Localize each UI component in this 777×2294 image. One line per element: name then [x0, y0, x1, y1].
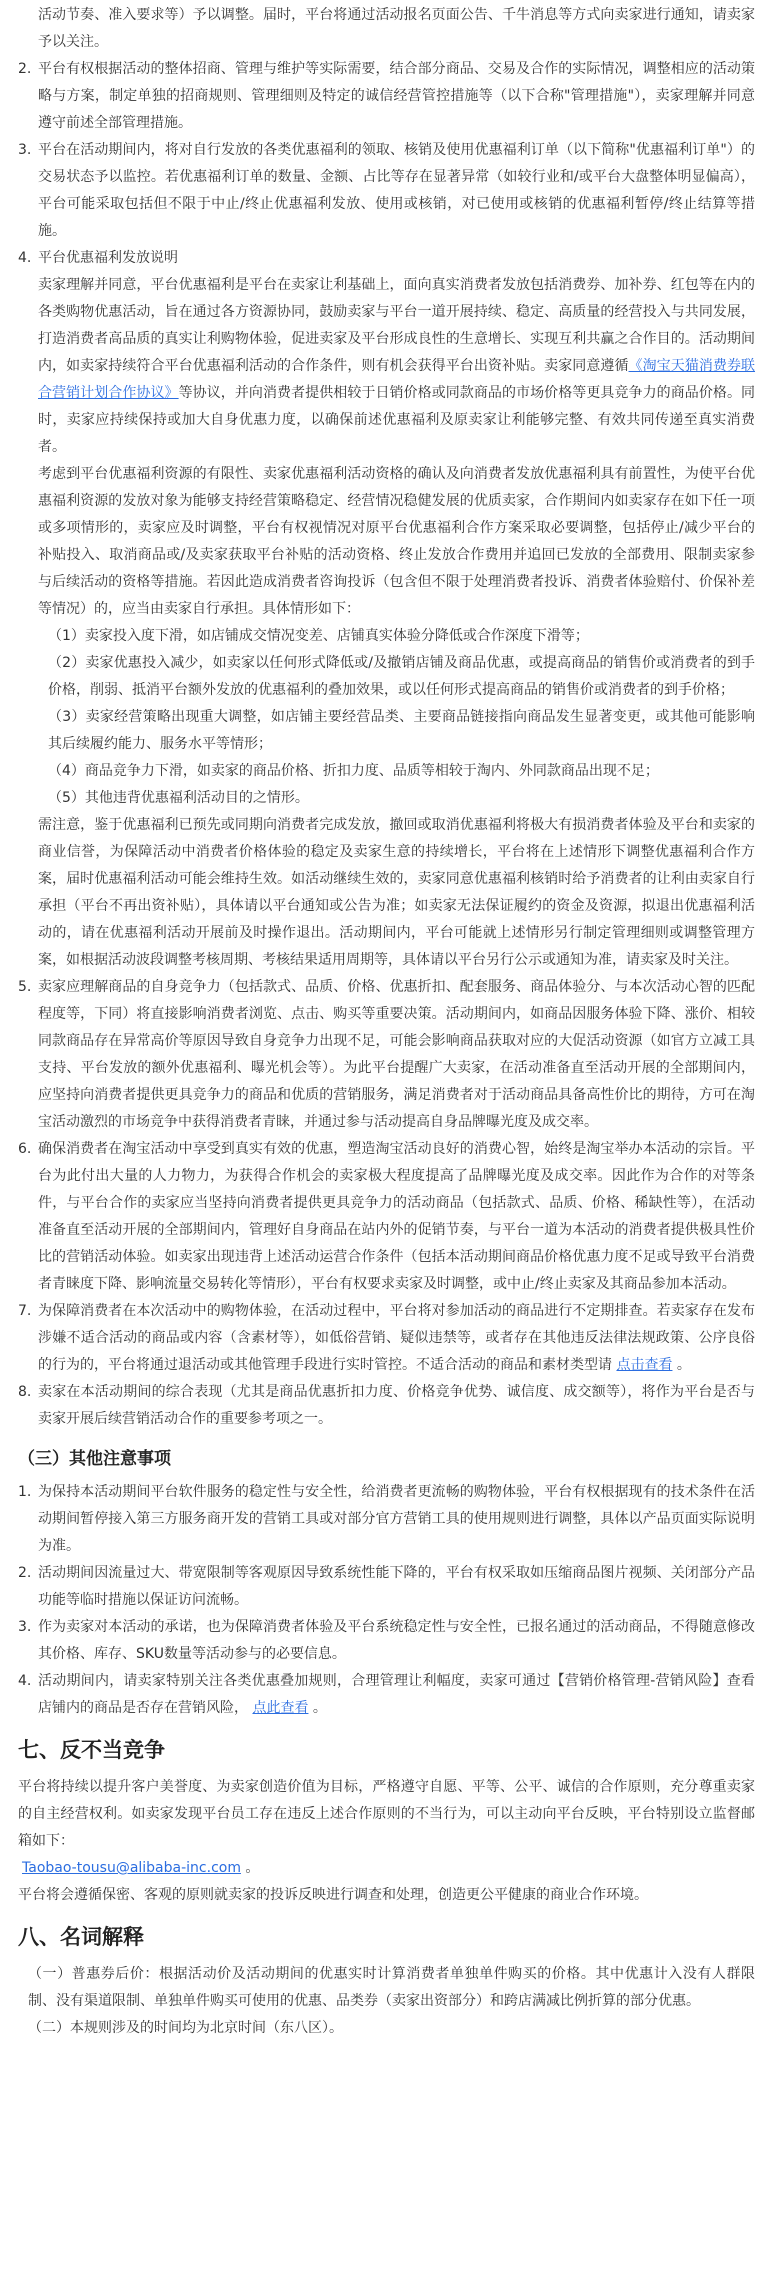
item-number: 2. — [18, 61, 32, 77]
case-item: （1）卖家投入度下滑，如店铺成交情况变差、店铺真实体验分降低或合作深度下滑等； — [48, 628, 589, 644]
unfair-competition-paragraph: 平台将持续以提升客户美誉度、为卖家创造价值为目标，严格遵守自愿、平等、公平、诚信的合作原则，充分尊重卖家的自主经营权利。如卖家发现平台员工存在违反上述合作原则的不当行为，可以主动向平台反映，平台特别设立监督邮箱如下： — [18, 1779, 755, 1849]
coupon-paragraph-1 — [38, 272, 755, 461]
supervision-email-link[interactable]: Taobao-tousu@alibaba-inc.com — [22, 1860, 241, 1876]
rules-list-part1 — [18, 56, 755, 1433]
paragraph-text: 。 — [245, 1860, 260, 1876]
case-item: （4）商品竞争力下滑，如卖家的商品价格、折扣力度、品质等相较于淘内、外同款商品出现不足； — [48, 763, 659, 779]
section-heading-glossary: 八、名词解释 — [18, 1925, 144, 1949]
item-text: 卖家应理解商品的自身竞争力（包括款式、品质、价格、优惠折扣、配套服务、商品体验分、与本次活动心智的匹配程度等，下同）将直接影响消费者浏览、点击、购买等重要决策。活动期间内，如商品因服务体验下降、涨价、相较同款商品存在异常高价等原因导致自身竞争力出现不足，可能会影响商品获取对应的大促活动资源（如官方立减工具支持、平台发放的额外优惠福利、曝光机会等）。为此平台提醒广大卖家，在活动准备直至活动开展的全部期间内，应坚持向消费者提供更具竞争力的商品和优质的营销服务，满足消费者对于活动商品具备高性价比的期待，方可在淘宝活动激烈的市场竞争中获得消费者青睐，并通过参与活动提高自身品牌曝光度及成交率。 — [38, 979, 755, 1130]
unsuitable-content-link[interactable]: 点击查看 — [616, 1357, 673, 1373]
paragraph-text: 活动期间内，请卖家特别关注各类优惠叠加规则，合理管理让利幅度，卖家可通过【营销价格管理-营销风险】查看店铺内的商品是否存在营销风险， — [38, 1673, 755, 1716]
list-item — [18, 1298, 755, 1379]
cooperation-agreement-link[interactable]: 《淘宝天猫消费券联合营销计划合作协议》 — [38, 358, 756, 401]
list-item — [18, 1668, 755, 1722]
item-text: 平台在活动期间内，将对自行发放的各类优惠福利的领取、核销及使用优惠福利订单（以下简称"优惠福利订单"）的交易状态予以监控。若优惠福利订单的数量、金额、占比等存在显著异常（如较行业和/或平台大盘整体明显偏高），平台可能采取包括但不限于中止/终止优惠福利发放、使用或核销，对已使用或核销的优惠福利暂停/终止结算等措施。 — [38, 142, 755, 239]
intro-continued-paragraph: 活动节奏、准入要求等）予以调整。届时，平台将通过活动报名页面公告、千牛消息等方式向卖家进行通知，请卖家予以关注。 — [38, 7, 755, 50]
list-item-coupon-rules — [18, 245, 755, 974]
other-notes-list — [18, 1479, 755, 1722]
item-number: 3. — [18, 142, 32, 158]
item-number: 4. — [18, 1673, 32, 1689]
glossary-item: （一）普惠券后价：根据活动价及活动期间的优惠实时计算消费者单独单件购买的价格。其中优惠计入没有人群限制、没有渠道限制、单独单件购买可使用的优惠、品类券（卖家出资部分）和跨店满减比例折算的部分优惠。 — [28, 1966, 755, 2009]
item-number: 2. — [18, 1565, 32, 1581]
marketing-risk-link[interactable]: 点此查看 — [252, 1700, 309, 1716]
item-number: 6. — [18, 1141, 32, 1157]
glossary-item: （二）本规则涉及的时间均为北京时间（东八区）。 — [28, 2020, 343, 2036]
item-number: 7. — [18, 1303, 32, 1319]
item-number: 8. — [18, 1384, 32, 1400]
list-item — [18, 1379, 755, 1433]
section-heading-unfair-competition: 七、反不当竞争 — [18, 1738, 165, 1762]
paragraph-text: 为保障消费者在本次活动中的购物体验，在活动过程中，平台将对参加活动的商品进行不定期排查。若卖家存在发布涉嫌不适合活动的商品或内容（含素材等），如低俗营销、疑似违禁等，或者存在其他违反法律法规政策、公序良俗的行为的，平台将通过退活动或其他管理手段进行实时管控。不适合活动的商品和素材类型请 — [38, 1303, 755, 1373]
list-item — [18, 1614, 755, 1668]
item-title: 平台优惠福利发放说明 — [38, 250, 178, 266]
coupon-paragraph-3: 需注意，鉴于优惠福利已预先或同期向消费者完成发放，撤回或取消优惠福利将极大有损消费者体验及平台和卖家的商业信誉，为保障活动中消费者价格体验的稳定及卖家生意的持续增长，平台将在上述情形下调整优惠福利合作方案，届时优惠福利活动可能会维持生效。如活动继续生效的，卖家同意优惠福利核销时给予消费者的让利由卖家自行承担（平台不再出资补贴），具体请以平台通知或公告为准；如卖家无法保证履约的资金及资源，拟退出优惠福利活动的，请在优惠福利活动开展前及时操作退出。活动期间内，平台可能就上述情形另行制定管理细则或调整管理方案，如根据活动波段调整考核周期、考核结果适用周期等，具体请以平台另行公示或通知为准，请卖家及时关注。 — [38, 817, 755, 968]
item-text: 活动期间因流量过大、带宽限制等客观原因导致系统性能下降的，平台有权采取如压缩商品图片视频、关闭部分产品功能等临时措施以保证访问流畅。 — [38, 1565, 755, 1608]
item-text: 确保消费者在淘宝活动中享受到真实有效的优惠，塑造淘宝活动良好的消费心智，始终是淘宝举办本活动的宗旨。平台为此付出大量的人力物力，为获得合作机会的卖家极大程度提高了品牌曝光度及成交率。因此作为合作的对等条件，与平台合作的卖家应当坚持向消费者提供更具竞争力的活动商品（包括款式、品质、价格、稀缺性等），在活动准备直至活动开展的全部期间内，管理好自身商品在站内外的促销节奏，与平台一道为本活动的消费者提供极具性价比的营销活动体验。如卖家出现违背上述活动运营合作条件（包括本活动期间商品价格优惠力度不足或导致平台消费者青睐度下降、影响流量交易转化等情形），平台有权要求卖家及时调整，或中止/终止卖家及其商品参加本活动。 — [38, 1141, 755, 1292]
list-item — [18, 1560, 755, 1614]
item-number: 5. — [18, 979, 32, 995]
list-item — [18, 137, 755, 245]
list-item — [18, 1479, 755, 1560]
item-number: 3. — [18, 1619, 32, 1635]
list-item — [18, 56, 755, 137]
unfair-competition-paragraph-2: 平台将会遵循保密、客观的原则就卖家的投诉反映进行调查和处理，创造更公平健康的商业合作环境。 — [18, 1887, 648, 1903]
paragraph-text: 。 — [312, 1700, 327, 1716]
section-heading-other-notes: （三）其他注意事项 — [18, 1449, 171, 1469]
item-body — [38, 245, 755, 974]
item-number: 1. — [18, 1484, 32, 1500]
coupon-paragraph-2: 考虑到平台优惠福利资源的有限性、卖家优惠福利活动资格的确认及向消费者发放优惠福利具有前置性，为使平台优惠福利资源的发放对象为能够支持经营策略稳定、经营情况稳健发展的优质卖家，合作期间内如卖家存在如下任一项或多项情形的，卖家应及时调整，平台有权视情况对原平台优惠福利合作方案采取必要调整，包括停止/减少平台的补贴投入、取消商品或/及卖家获取平台补贴的活动资格、终止发放合作费用并追回已发放的全部费用、限制卖家参与后续活动的资格等措施。若因此造成消费者咨询投诉（包含但不限于处理消费者投诉、消费者体验赔付、价保补差等情况）的，应当由卖家自行承担。具体情形如下： — [38, 466, 755, 617]
list-item — [18, 974, 755, 1136]
item-text — [38, 1668, 755, 1722]
item-text: 卖家在本活动期间的综合表现（尤其是商品优惠折扣力度、价格竞争优势、诚信度、成交额等），将作为平台是否与卖家开展后续营销活动合作的重要参考项之一。 — [38, 1384, 755, 1427]
case-item: （2）卖家优惠投入减少，如卖家以任何形式降低或/及撤销店铺及商品优惠，或提高商品的销售价或消费者的到手价格，削弱、抵消平台额外发放的优惠福利的叠加效果，或以任何形式提高商品的销售价或消费者的到手价格； — [48, 655, 755, 698]
supervision-email-line — [18, 1855, 755, 1882]
paragraph-text: 。 — [676, 1357, 691, 1373]
item-text: 作为卖家对本活动的承诺，也为保障消费者体验及平台系统稳定性与安全性，已报名通过的活动商品，不得随意修改其价格、库存、SKU数量等活动参与的必要信息。 — [38, 1619, 755, 1662]
case-item: （5）其他违背优惠福利活动目的之情形。 — [48, 790, 309, 806]
item-number: 4. — [18, 250, 32, 266]
item-text: 平台有权根据活动的整体招商、管理与维护等实际需要，结合部分商品、交易及合作的实际情况，调整相应的活动策略与方案，制定单独的招商规则、管理细则及特定的诚信经营管控措施等（以下合称"管理措施"），卖家理解并同意遵守前述全部管理措施。 — [38, 61, 755, 131]
list-item — [18, 1136, 755, 1298]
item-text: 为保持本活动期间平台软件服务的稳定性与安全性，给消费者更流畅的购物体验，平台有权根据现有的技术条件在活动期间暂停接入第三方服务商开发的营销工具或对部分官方营销工具的使用规则进行调整，具体以产品页面实际说明为准。 — [38, 1484, 755, 1554]
case-item: （3）卖家经营策略出现重大调整，如店铺主要经营品类、主要商品链接指向商品发生显著变更，或其他可能影响其后续履约能力、服务水平等情形； — [48, 709, 755, 752]
item-text — [38, 1298, 755, 1379]
paragraph-text: 卖家理解并同意，平台优惠福利是平台在卖家让利基础上，面向真实消费者发放包括消费券、加补券、红包等在内的各类购物优惠活动，旨在通过各方资源协同，鼓励卖家与平台一道开展持续、稳定、高质量的经营投入与共同发展，打造消费者高品质的真实让利购物体验，促进卖家及平台形成良性的生意增长、实现互利共赢之合作目的。活动期间内，如卖家持续符合平台优惠福利活动的合作条件，则有机会获得平台出资补贴。卖家同意遵循 — [38, 277, 755, 374]
paragraph-text: 等协议，并向消费者提供相较于日销价格或同款商品的市场价格等更具竞争力的商品价格。同时，卖家应持续保持或加大自身优惠力度，以确保前述优惠福利及原卖家让利能够完整、有效共同传递至真实消费者。 — [38, 385, 756, 455]
